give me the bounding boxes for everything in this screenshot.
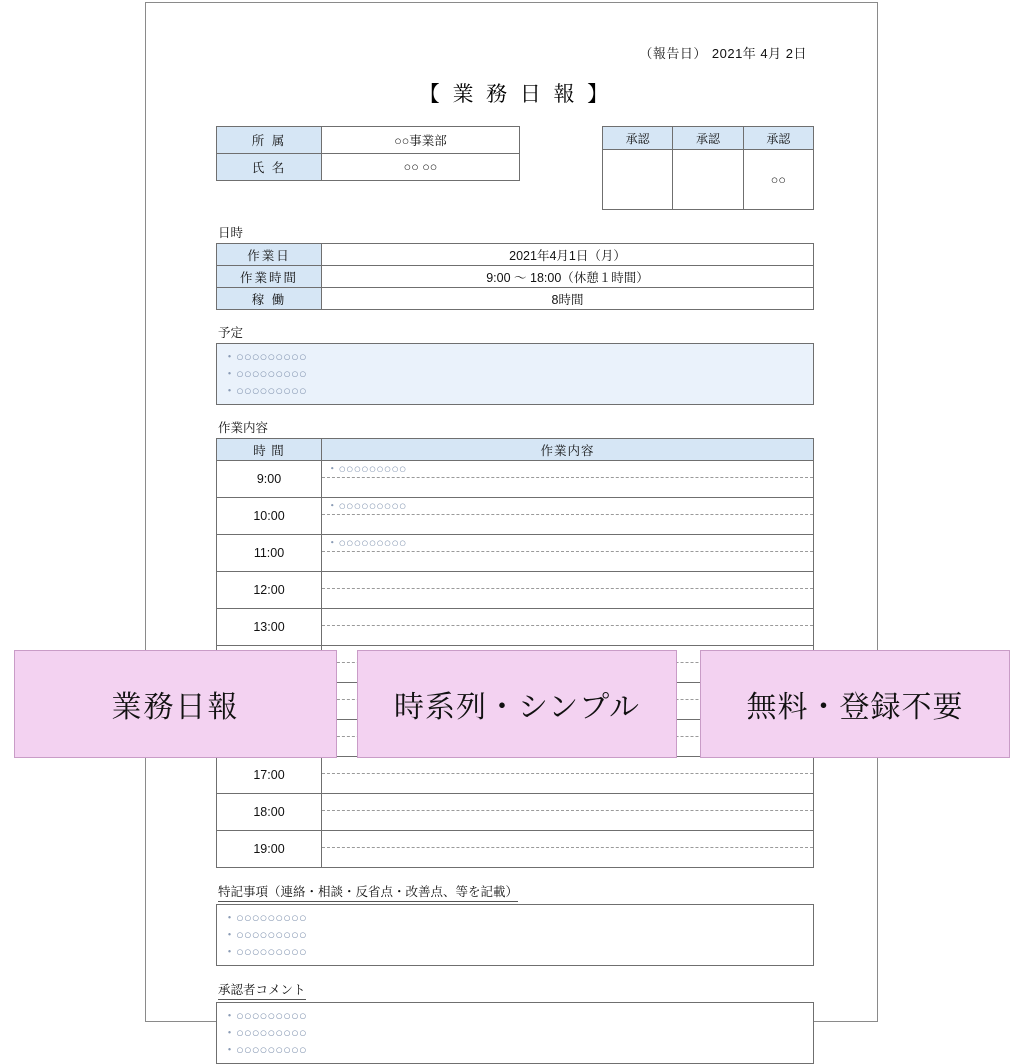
- datetime-table: [216, 243, 814, 310]
- work-content-line: [322, 811, 813, 827]
- work-content-line: [322, 610, 813, 626]
- plan-box[interactable]: [216, 343, 814, 405]
- worktime-value[interactable]: 9:00 ～ 18:00（休憩１時間）: [322, 266, 814, 288]
- plan-line: ・○○○○○○○○○: [223, 366, 307, 381]
- approver-comment-caption: 承認者コメント: [218, 980, 306, 1000]
- work-content-cell[interactable]: [322, 831, 814, 868]
- work-time-cell: 10:00: [217, 498, 322, 535]
- table-header-row: [217, 439, 814, 461]
- affiliation-name-value[interactable]: ○○ ○○: [322, 154, 520, 181]
- approval-cell-3[interactable]: ○○: [743, 150, 813, 210]
- header-tables-row: [216, 126, 814, 210]
- work-content-line: ・○○○○○○○○○: [322, 536, 813, 552]
- approver-comment-box[interactable]: [216, 1002, 814, 1064]
- approval-header-2: 承認: [673, 127, 743, 150]
- approval-header-3: 承認: [743, 127, 813, 150]
- datetime-caption: 日時: [218, 226, 244, 240]
- table-row: [603, 150, 814, 210]
- table-row: [217, 127, 520, 154]
- plan-caption: 予定: [218, 326, 244, 340]
- work-time-cell: 19:00: [217, 831, 322, 868]
- work-content-cell[interactable]: [322, 535, 814, 572]
- work-header-time: 時 間: [217, 439, 322, 461]
- affiliation-dept-label: 所 属: [217, 127, 322, 154]
- work-content-line: [322, 478, 813, 494]
- work-content-cell[interactable]: [322, 794, 814, 831]
- work-time-cell: 18:00: [217, 794, 322, 831]
- affiliation-name-label: 氏 名: [217, 154, 322, 181]
- approver-comment-line: ・○○○○○○○○○: [223, 1008, 307, 1023]
- work-time-cell: 11:00: [217, 535, 322, 572]
- work-content-cell[interactable]: [322, 572, 814, 609]
- work-content-cell[interactable]: [322, 461, 814, 498]
- approval-header-1: 承認: [603, 127, 673, 150]
- approval-cell-1[interactable]: [603, 150, 673, 210]
- work-content-line: [322, 552, 813, 568]
- work-content-line: [322, 848, 813, 864]
- document-page: [145, 2, 878, 1057]
- banner-label-3: 無料・登録不要: [700, 650, 1010, 758]
- work-header-content: 作業内容: [322, 439, 814, 461]
- notes-line: ・○○○○○○○○○: [223, 927, 307, 942]
- work-content-line: [322, 774, 813, 790]
- banner-label-2: 時系列・シンプル: [357, 650, 677, 758]
- work-time-cell: 13:00: [217, 609, 322, 646]
- table-row: [217, 266, 814, 288]
- affiliation-table: [216, 126, 520, 181]
- page-title: 【 業 務 日 報 】: [418, 82, 612, 106]
- table-row: [217, 461, 814, 498]
- work-content-cell[interactable]: [322, 498, 814, 535]
- work-content-line: [322, 515, 813, 531]
- work-content-line: [322, 832, 813, 848]
- table-row: [217, 244, 814, 266]
- work-content-line: ・○○○○○○○○○: [322, 499, 813, 515]
- work-content-line: [322, 573, 813, 589]
- notes-box[interactable]: [216, 904, 814, 966]
- table-row: [217, 288, 814, 310]
- affiliation-dept-value[interactable]: ○○事業部: [322, 127, 520, 154]
- operating-label: 稼 働: [217, 288, 322, 310]
- work-content-line: [322, 758, 813, 774]
- document-body: [216, 43, 814, 1064]
- work-content-line: [322, 795, 813, 811]
- work-content-line: ・○○○○○○○○○: [322, 462, 813, 478]
- approver-comment-line: ・○○○○○○○○○: [223, 1025, 307, 1040]
- table-row: [217, 831, 814, 868]
- report-date-value: 2021年 4月 2日: [711, 46, 807, 61]
- table-row: [217, 498, 814, 535]
- work-content-cell[interactable]: [322, 609, 814, 646]
- work-time-cell: 9:00: [217, 461, 322, 498]
- approval-table: [602, 126, 814, 210]
- banner-label-1: 業務日報: [14, 650, 337, 758]
- notes-line: ・○○○○○○○○○: [223, 944, 307, 959]
- work-time-cell: 12:00: [217, 572, 322, 609]
- table-row: [217, 154, 520, 181]
- approver-comment-line: ・○○○○○○○○○: [223, 1042, 307, 1057]
- table-row: [217, 572, 814, 609]
- table-row: [603, 127, 814, 150]
- table-row: [217, 535, 814, 572]
- workday-label: 作業日: [217, 244, 322, 266]
- work-content-cell[interactable]: [322, 757, 814, 794]
- work-caption: 作業内容: [218, 421, 269, 435]
- plan-line: ・○○○○○○○○○: [223, 383, 307, 398]
- work-content-line: [322, 626, 813, 642]
- work-time-cell: 17:00: [217, 757, 322, 794]
- report-date-line: [216, 43, 814, 62]
- table-row: [217, 609, 814, 646]
- notes-line: ・○○○○○○○○○: [223, 910, 307, 925]
- table-row: [217, 794, 814, 831]
- operating-value[interactable]: 8時間: [322, 288, 814, 310]
- plan-line: ・○○○○○○○○○: [223, 349, 307, 364]
- workday-value[interactable]: 2021年4月1日（月）: [322, 244, 814, 266]
- approval-cell-2[interactable]: [673, 150, 743, 210]
- notes-caption: 特記事項（連絡・相談・反省点・改善点、等を記載）: [218, 882, 518, 902]
- work-content-line: [322, 589, 813, 605]
- worktime-label: 作業時間: [217, 266, 322, 288]
- report-date-label: （報告日）: [639, 46, 707, 61]
- table-row: [217, 757, 814, 794]
